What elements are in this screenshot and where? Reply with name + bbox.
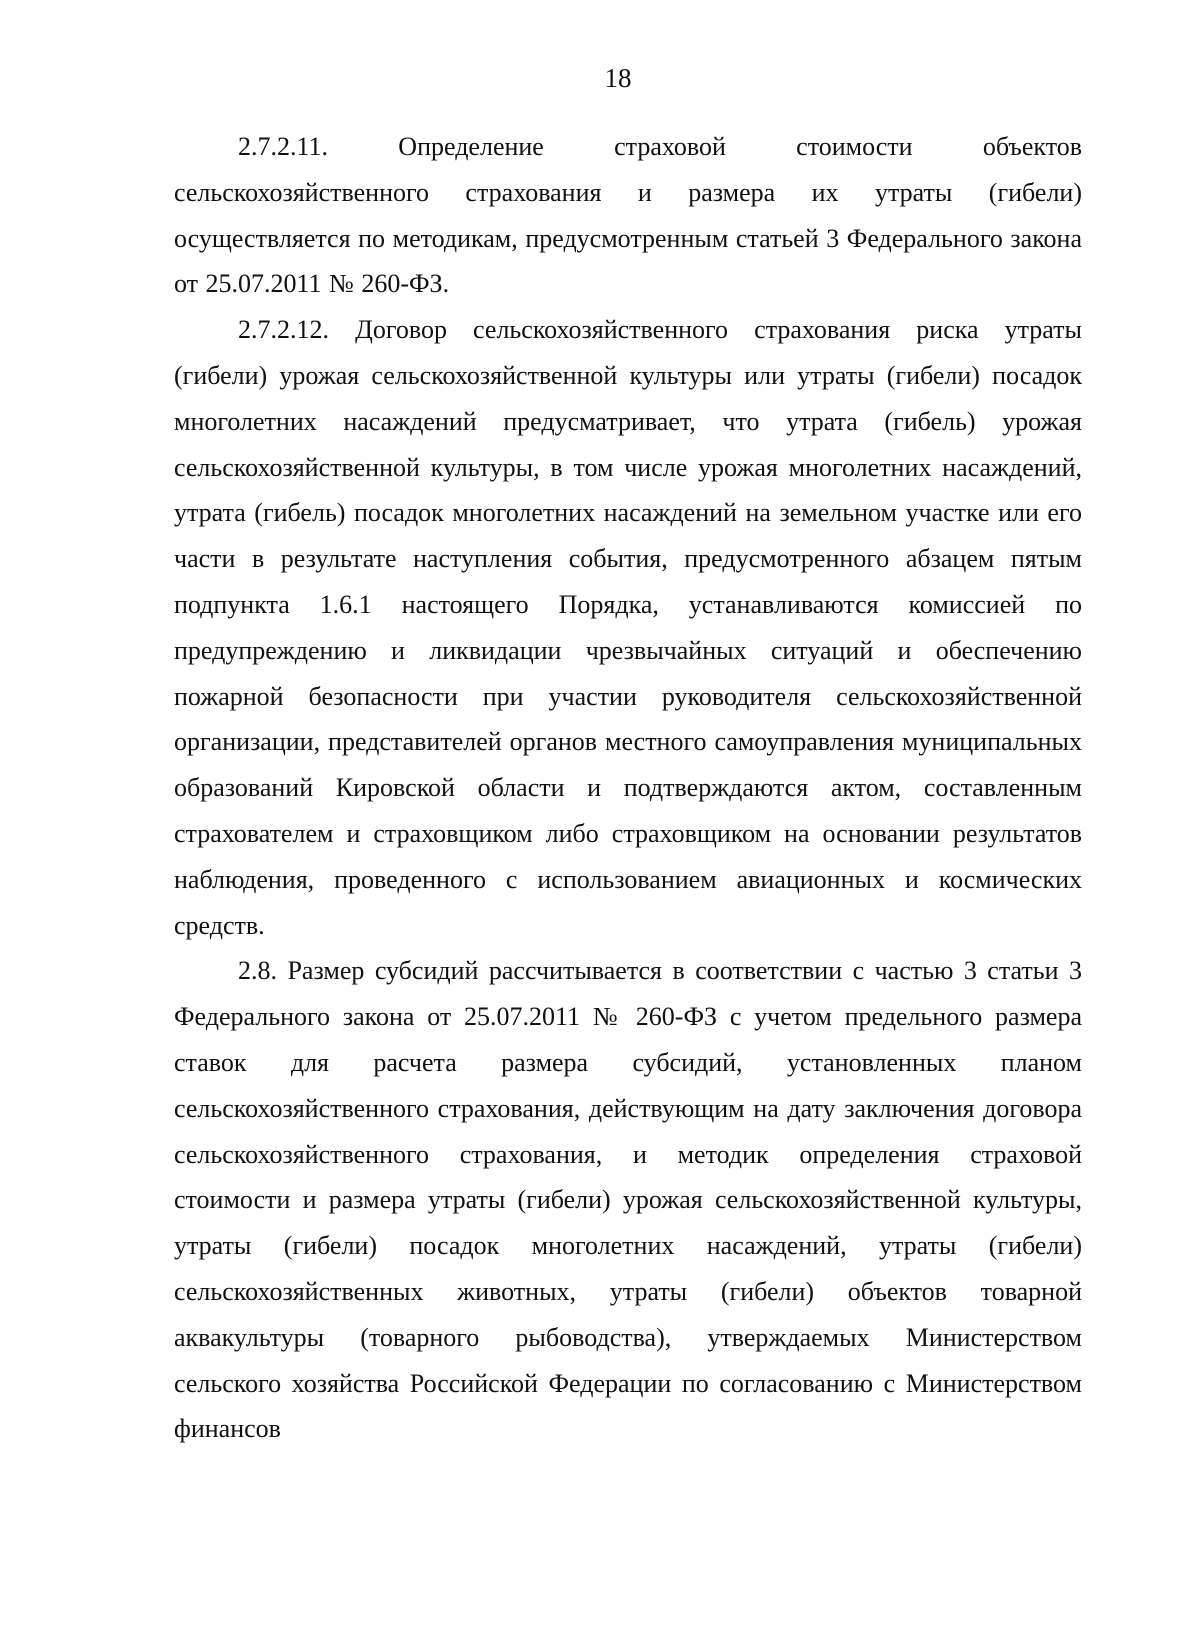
document-body bbox=[174, 124, 1082, 1452]
paragraph-2-8: 2.8. Размер субсидий рассчитывается в соответствии с частью 3 статьи 3 Федерального закона от 25.07.2011 № 260-ФЗ с учетом предельного размера ставок для расчета размера субсидий, установленных планом сельскохозяйственного страхования, действующим на дату заключения договора сельскохозяйственного страхования, и методик определения страховой стоимости и размера утраты (гибели) урожая сельскохозяйственной культуры, утраты (гибели) посадок многолетних насаждений, утраты (гибели) сельскохозяйственных животных, утраты (гибели) объектов товарной аквакультуры (товарного рыбоводства), утверждаемых Министерством сельского хозяйства Российской Федерации по согласованию с Министерством финансов bbox=[174, 956, 1082, 1444]
paragraph-2-7-2-11: 2.7.2.11. Определение страховой стоимости объектов сельскохозяйственного страхования и размера их утраты (гибели) осуществляется по методикам, предусмотренным статьей 3 Федерального закона от 25.07.2011 № 260-ФЗ. bbox=[174, 132, 1082, 299]
page-number: 18 bbox=[604, 63, 632, 93]
paragraph-2-7-2-12: 2.7.2.12. Договор сельскохозяйственного страхования риска утраты (гибели) урожая сельскохозяйственной культуры или утраты (гибели) посадок многолетних насаждений предусматривает, что утрата (гибель) урожая сельскохозяйственной культуры, в том числе урожая многолетних насаждений, утрата (гибель) посадок многолетних насаждений на земельном участке или его части в результате наступления события, предусмотренного абзацем пятым подпункта 1.6.1 настоящего Порядка, устанавливаются комиссией по предупреждению и ликвидации чрезвычайных ситуаций и обеспечению пожарной безопасности при участии руководителя сельскохозяйственной организации, представителей органов местного самоуправления муниципальных образований Кировской области и подтверждаются актом, составленным страхователем и страховщиком либо страховщиком на основании результатов наблюдения, проведенного с использованием авиационных и космических средств. bbox=[174, 315, 1082, 940]
